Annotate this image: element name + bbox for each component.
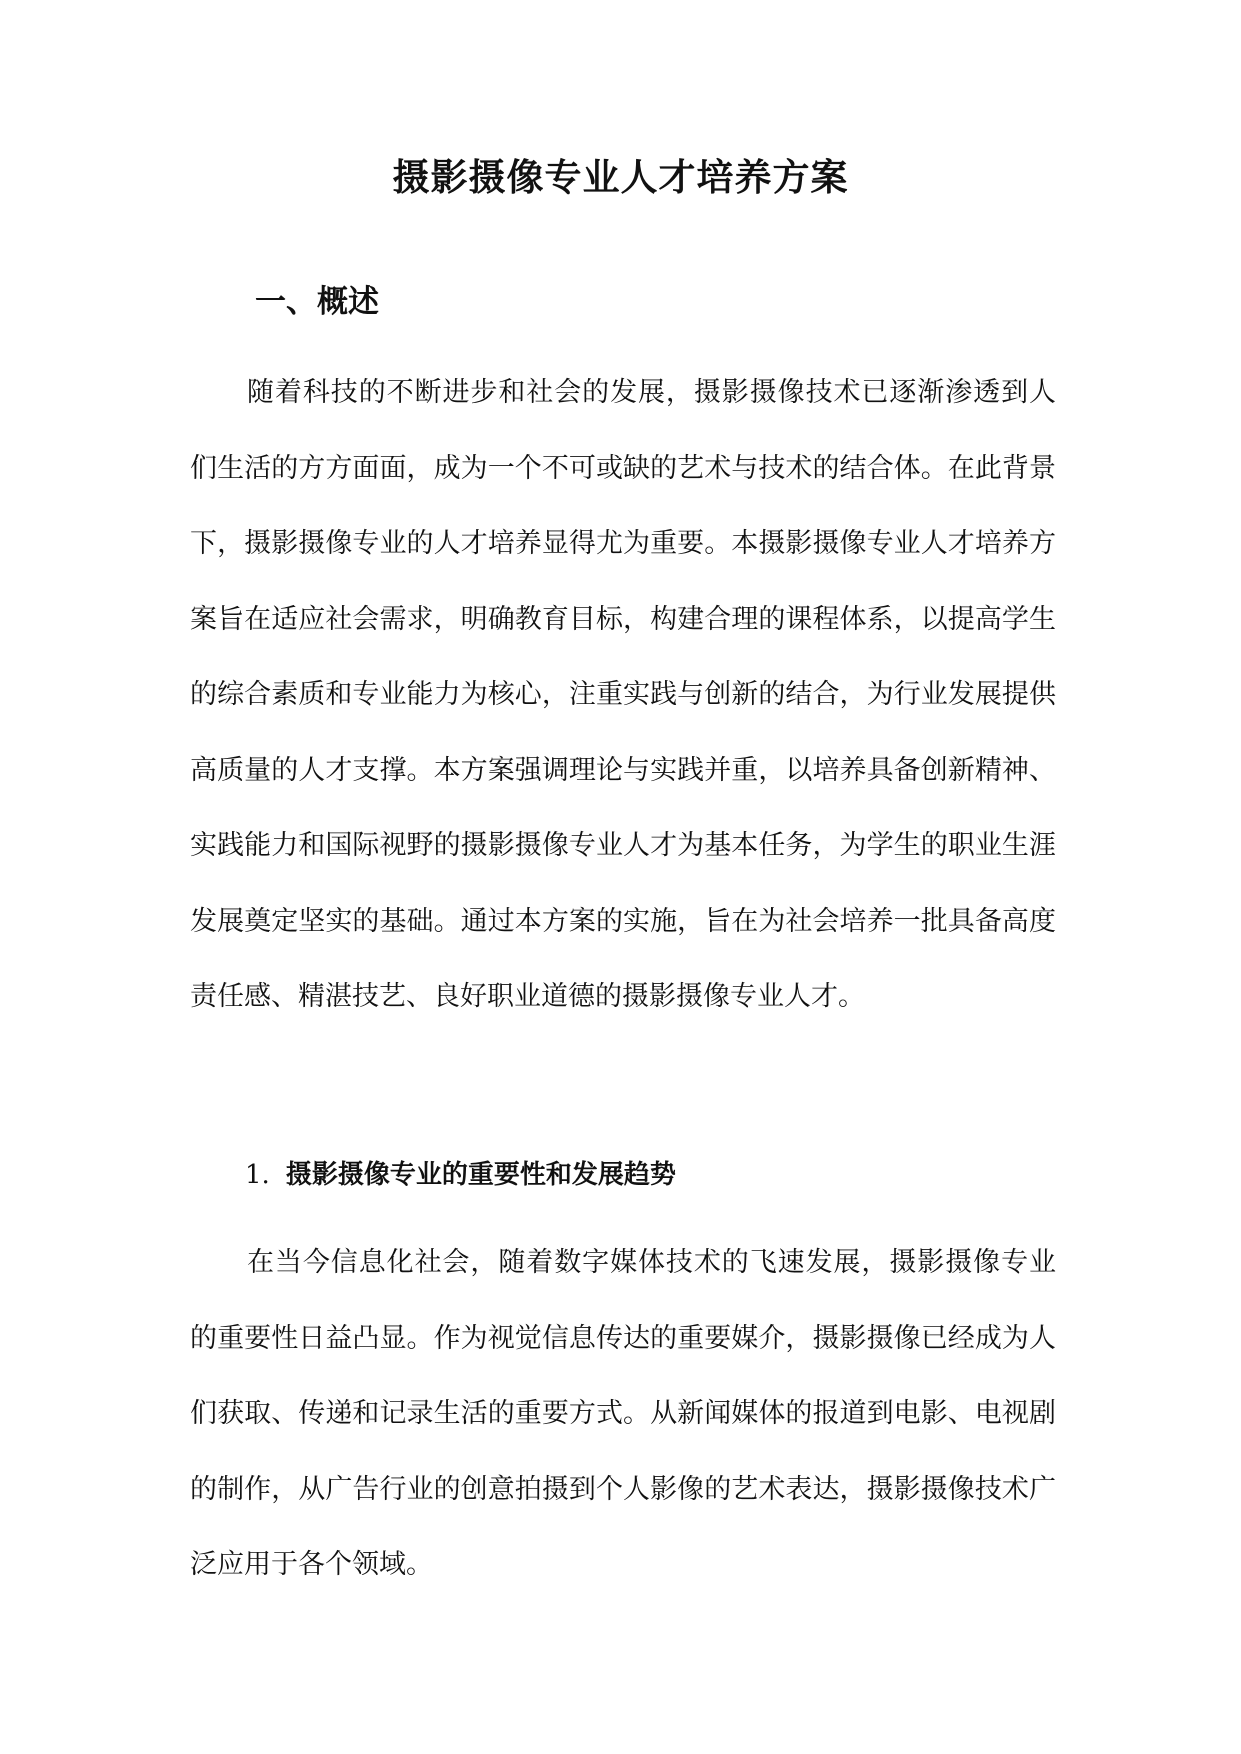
subsection-heading-text: 摄影摄像专业的重要性和发展趋势 <box>285 1160 676 1190</box>
importance-paragraph: 在当今信息化社会，随着数字媒体技术的飞速发展，摄影摄像专业的重要性日益凸显。作为视觉信息传达的重要媒介，摄影摄像已经成为人们获取、传递和记录生活的重要方式。从新闻媒体的报道到电影、电视剧的制作，从广告行业的创意拍摄到个人影像的艺术表达，摄影摄像技术广泛应用于各个领域。 <box>190 1247 1056 1580</box>
overview-paragraph: 随着科技的不断进步和社会的发展，摄影摄像技术已逐渐渗透到人们生活的方方面面，成为一个不可或缺的艺术与技术的结合体。在此背景下，摄影摄像专业的人才培养显得尤为重要。本摄影摄像专业人才培养方案旨在适应社会需求，明确教育目标，构建合理的课程体系，以提高学生的综合素质和专业能力为核心，注重实践与创新的结合，为行业发展提供高质量的人才支撑。本方案强调理论与实践并重，以培养具备创新精神、实践能力和国际视野的摄影摄像专业人才为基本任务，为学生的职业生涯发展奠定坚实的基础。通过本方案的实施，旨在为社会培养一批具备高度责任感、精湛技艺、良好职业道德的摄影摄像专业人才。 <box>190 377 1056 1012</box>
subsection-number: 1. <box>245 1160 270 1190</box>
subsection-heading-importance <box>245 1155 676 1195</box>
document-title: 摄影摄像专业人才培养方案 <box>392 155 849 199</box>
section-heading-overview: 一、概述 <box>255 284 379 320</box>
